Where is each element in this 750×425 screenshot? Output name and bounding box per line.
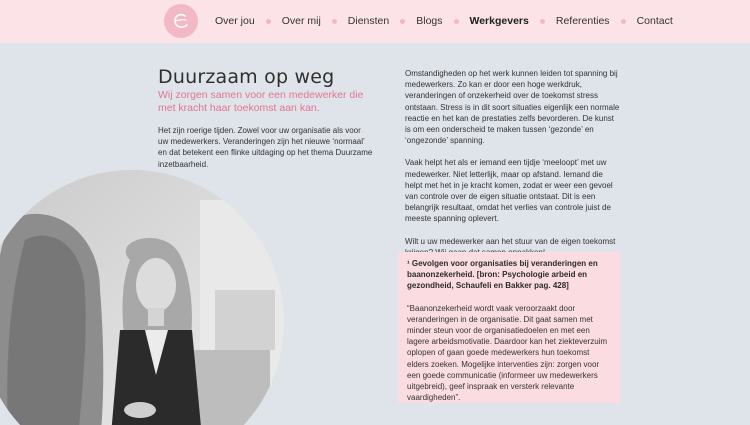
nav-separator-dot	[266, 19, 271, 24]
nav-separator-dot	[540, 19, 545, 24]
nav-item-over-mij[interactable]: Over mij	[281, 15, 321, 27]
nav-separator-dot	[332, 19, 337, 24]
nav-separator-dot	[400, 19, 405, 24]
top-navigation-bar	[0, 0, 750, 43]
body-text-column	[405, 68, 620, 269]
coaching-session-photo	[0, 170, 284, 425]
footnote-quote: “Baanonzekerheid wordt vaak veroorzaakt door veranderingen in de organisatie. Dit gaat samen met minder steun voor de organisatiedoelen en met een lagere arbeidsmotivatie. Daardoor kan het ziekteverzuim oplopen of gaan goede medewerkers hun toekomst elders zoeken. Mogelijke interventies zijn: zorgen voor een goede communicatie (informeer uw medewerkers uitgebreid), geef inspraak en versterk relevante vaardigheden”.	[407, 303, 608, 403]
nav-separator-dot	[454, 19, 459, 24]
nav-item-diensten[interactable]: Diensten	[347, 15, 390, 27]
body-paragraph: Vaak helpt het als er iemand een tijdje ‘meeloopt’ met uw medewerker. Niet letterlijk, maar op afstand. Iemand die helpt met het in je kracht komen, zodat er weer een gevoel van controle over de eigen situatie ontstaat. Dit is een belangrijk resultaat, omdat het verlies van controle juist de meeste spanning oplevert.	[405, 158, 613, 224]
intro-paragraph: Het zijn roerige tijden. Zowel voor uw organisatie als voor uw medewerkers. Veranderingen zijn het nieuwe ‘normaal’ en dat betekent een flinke uitdaging op het thema Duurzame inzetbaarheid.	[158, 126, 373, 169]
body-paragraph: Omstandigheden op het werk kunnen leiden tot spanning bij medewerkers. Zo kan er door een hoge werkdruk, veranderingen of onzekerheid over de toekomst stress ontstaan. Stress is in dit soort situaties eigenlijk een normale reactie en het kan de prestaties zelfs bevorderen. De kunst is om een onderscheid te maken tussen ‘gezonde’ en ‘ongezonde’ spanning.	[405, 69, 620, 146]
page-title: Duurzaam op weg	[158, 66, 335, 88]
footnote-heading: ¹ Gevolgen voor organisaties bij veranderingen en baanonzekerheid. [bron: Psychologie arbeid en gezondheid, Schaufeli en Bakker pag. 428]	[407, 259, 598, 291]
nav-item-werkgevers[interactable]: Werkgevers	[469, 15, 529, 27]
script-e-logo-icon[interactable]	[164, 4, 198, 38]
footnote-box	[398, 252, 620, 403]
nav-item-contact[interactable]: Contact	[636, 15, 673, 27]
main-nav	[215, 13, 673, 29]
body-paragraph: Wilt u uw medewerker aan het stuur van de eigen toekomst	[405, 236, 616, 246]
nav-item-blogs[interactable]: Blogs	[416, 15, 443, 27]
nav-item-referenties[interactable]: Referenties	[555, 15, 610, 27]
nav-item-over-jou[interactable]: Over jou	[215, 15, 255, 27]
nav-separator-dot	[621, 19, 626, 24]
page-subtitle: Wij zorgen samen voor een medewerker die met kracht haar toekomst aan kan.	[158, 89, 364, 114]
